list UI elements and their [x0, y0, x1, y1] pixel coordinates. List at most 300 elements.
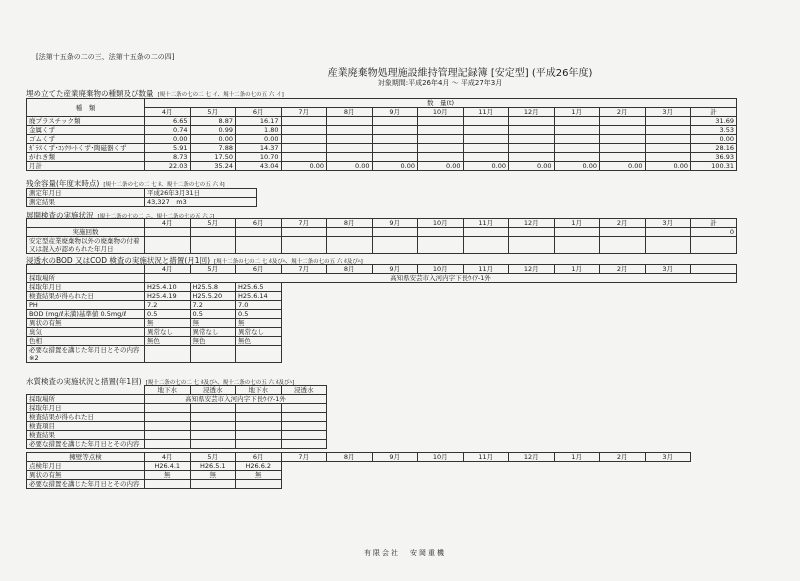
table-cell: [418, 283, 464, 292]
table-cell: [281, 462, 327, 471]
table-cell: [190, 237, 236, 254]
table-cell: [554, 153, 600, 162]
quantity-header: 数 量(t): [145, 99, 737, 108]
table-cell: [190, 346, 236, 363]
table-cell: [236, 346, 282, 363]
table-cell: [554, 117, 600, 126]
water-quality-table: [26, 385, 327, 449]
table-cell: [463, 228, 509, 237]
table-cell: [236, 228, 282, 237]
water-type-header: 浸透水: [281, 386, 327, 395]
month-header: 2月: [600, 265, 646, 274]
row-total: 0.00: [691, 135, 737, 144]
table-cell: 7.2: [145, 301, 191, 310]
table-row: [27, 153, 737, 162]
table-cell: [372, 135, 418, 144]
bod-inspection-table: [26, 264, 737, 363]
table-cell: [554, 283, 600, 292]
month-header: 11月: [463, 453, 509, 462]
table-cell: [600, 346, 646, 363]
row-label: 金属くず: [27, 126, 145, 135]
month-header: 2月: [600, 108, 646, 117]
table-cell: [145, 237, 191, 254]
row-label: 必要な措置を講じた年月日とその内容: [27, 480, 145, 489]
table-cell: [463, 292, 509, 301]
table-cell: [281, 413, 327, 422]
table-cell: 14.37: [236, 144, 282, 153]
table-cell: [418, 337, 464, 346]
row-label: 採取場所: [27, 395, 145, 404]
table-cell: [600, 301, 646, 310]
table-cell: H25.6.14: [236, 292, 282, 301]
table-cell: [463, 117, 509, 126]
table-row: [27, 144, 737, 153]
blank-cell: [691, 328, 737, 337]
table-cell: [554, 471, 600, 480]
blank-cell: [691, 480, 737, 489]
month-row: [27, 453, 737, 462]
table-cell: [145, 404, 191, 413]
table-cell: 異常なし: [190, 328, 236, 337]
table-cell: [509, 471, 555, 480]
row-label: ｶﾞﾗｽくず･ｺﾝｸﾘｰﾄくず･陶磁器くず: [27, 144, 145, 153]
table-cell: [327, 471, 373, 480]
table-cell: [645, 310, 691, 319]
table-cell: [236, 404, 282, 413]
table-cell: [327, 319, 373, 328]
row-label: 採取年月日: [27, 283, 145, 292]
month-header: 6月: [236, 265, 282, 274]
month-header: 1月: [554, 265, 600, 274]
month-header: 10月: [418, 219, 464, 228]
row-label: 検査項目: [27, 422, 145, 431]
table-cell: [327, 144, 373, 153]
table-row: [27, 328, 737, 337]
table-cell: [463, 144, 509, 153]
row-label: 異状の有無: [27, 319, 145, 328]
month-row: [27, 219, 737, 228]
table-cell: [600, 135, 646, 144]
note-mark: ※2: [29, 354, 39, 362]
table-cell: [236, 440, 282, 449]
table-cell: [645, 480, 691, 489]
table-cell: [372, 471, 418, 480]
table-cell: [645, 135, 691, 144]
remaining-capacity-table: [26, 188, 257, 207]
table-cell: H25.4.10: [145, 283, 191, 292]
month-row: [27, 265, 737, 274]
table-cell: [645, 301, 691, 310]
table-row: [27, 471, 737, 480]
month-header: 5月: [190, 108, 236, 117]
table-cell: [418, 328, 464, 337]
table-cell: [281, 237, 327, 254]
table-cell: 0.00: [600, 162, 646, 171]
row-label: がれき類: [27, 153, 145, 162]
blank-cell: [27, 386, 145, 395]
table-cell: [463, 310, 509, 319]
row-total: 31.69: [691, 117, 737, 126]
table-cell: [554, 310, 600, 319]
table-cell: [463, 462, 509, 471]
table-row: [27, 440, 327, 449]
row-total: 0: [691, 228, 737, 237]
table-cell: 無: [190, 319, 236, 328]
table-cell: 17.50: [190, 153, 236, 162]
table-row: [27, 480, 737, 489]
month-header: 4月: [145, 108, 191, 117]
month-header: 9月: [372, 453, 418, 462]
table-cell: [600, 462, 646, 471]
table-cell: 0.00: [509, 162, 555, 171]
month-header: 6月: [236, 219, 282, 228]
month-header: 12月: [509, 108, 555, 117]
table-cell: [645, 144, 691, 153]
table-cell: [372, 337, 418, 346]
table-cell: [463, 319, 509, 328]
table-cell: [600, 283, 646, 292]
table-cell: [281, 431, 327, 440]
row-label: BOD (mg/ℓ未満)基準値 0.5mg/ℓ: [27, 310, 145, 319]
water-type-header: 浸透水: [190, 386, 236, 395]
table-cell: [463, 135, 509, 144]
table-cell: [600, 480, 646, 489]
month-header: 9月: [372, 265, 418, 274]
table-cell: [645, 228, 691, 237]
table-cell: [463, 153, 509, 162]
month-header: 12月: [509, 219, 555, 228]
location-value: 高知県安芸市入河内字下長ｳｲｱ-1外: [145, 395, 327, 404]
table-cell: 0.00: [372, 162, 418, 171]
table-cell: [554, 319, 600, 328]
table-cell: [645, 117, 691, 126]
blank-cell: [691, 292, 737, 301]
table-cell: 無: [236, 471, 282, 480]
month-header: 11月: [463, 108, 509, 117]
table-cell: 8.73: [145, 153, 191, 162]
row-label: [27, 346, 145, 363]
table-cell: [509, 301, 555, 310]
table-cell: [372, 328, 418, 337]
month-header: 7月: [281, 265, 327, 274]
water-type-header: 地下水: [145, 386, 191, 395]
header-row: [27, 99, 737, 108]
table-cell: [418, 319, 464, 328]
table-cell: 7.88: [190, 144, 236, 153]
total-header: 計: [691, 219, 737, 228]
table-cell: 0.00: [145, 135, 191, 144]
table-cell: [600, 328, 646, 337]
table-cell: 7.0: [236, 301, 282, 310]
table-cell: [372, 283, 418, 292]
table-cell: [281, 153, 327, 162]
row-label: 必要な措置を講じた年月日とその内容: [27, 440, 145, 449]
blank-cell: [691, 301, 737, 310]
table-cell: [645, 471, 691, 480]
row-total: 100.31: [691, 162, 737, 171]
month-header: 4月: [145, 219, 191, 228]
sec1-heading: 埋め立てた産業廃棄物の種類及び数量 [規十二条の七の二 七 イ、規十二条の七の五 六 イ]: [26, 89, 284, 98]
sec2-heading: 残余容量(年度末時点) [規十二条の七の二 七 ﾎ、規十二条の七の五 六 ﾎ]: [26, 179, 225, 188]
blank-cell: [691, 319, 737, 328]
table-cell: 異常なし: [145, 328, 191, 337]
table-cell: 異常なし: [236, 328, 282, 337]
table-cell: [645, 462, 691, 471]
row-label: 採取場所: [27, 274, 145, 283]
table-cell: [418, 462, 464, 471]
table-cell: [509, 126, 555, 135]
table-cell: 7.2: [190, 301, 236, 310]
blank-cell: [691, 346, 737, 363]
table-cell: [645, 283, 691, 292]
month-header: 3月: [645, 108, 691, 117]
table-cell: [281, 301, 327, 310]
table-cell: [418, 153, 464, 162]
table-cell: [554, 480, 600, 489]
table-cell: [554, 237, 600, 254]
table-cell: 43.04: [236, 162, 282, 171]
table-cell: [281, 117, 327, 126]
table-row: [27, 189, 257, 198]
document-title: [0, 64, 800, 79]
month-header: 4月: [145, 265, 191, 274]
table-cell: [372, 228, 418, 237]
month-header: 1月: [554, 108, 600, 117]
table-cell: [281, 135, 327, 144]
table-cell: [645, 237, 691, 254]
table-cell: [327, 328, 373, 337]
table-cell: 0.00: [281, 162, 327, 171]
blank-cell: [27, 265, 145, 274]
table-cell: [372, 237, 418, 254]
table-cell: 43,327 m3: [145, 198, 257, 207]
month-header: 1月: [554, 453, 600, 462]
table-cell: [281, 328, 327, 337]
table-cell: [190, 480, 236, 489]
table-cell: [418, 310, 464, 319]
table-cell: [372, 310, 418, 319]
table-cell: [327, 310, 373, 319]
table-cell: [372, 153, 418, 162]
blank-cell: [691, 265, 737, 274]
table-cell: [372, 292, 418, 301]
table-cell: H25.6.5: [236, 283, 282, 292]
table-row: [27, 413, 327, 422]
row-label: 測定結果: [27, 198, 145, 207]
month-header: 12月: [509, 453, 555, 462]
table-row: [27, 283, 737, 292]
table-cell: [281, 404, 327, 413]
blank-cell: [691, 453, 737, 462]
table-cell: [418, 135, 464, 144]
table-cell: H25.5.8: [190, 283, 236, 292]
table-cell: [281, 337, 327, 346]
month-header: 5月: [190, 265, 236, 274]
table-cell: [463, 471, 509, 480]
table-cell: [327, 126, 373, 135]
month-header: 9月: [372, 219, 418, 228]
month-header: 2月: [600, 219, 646, 228]
table-cell: [327, 337, 373, 346]
water-type-header: 地下水: [236, 386, 282, 395]
table-cell: [281, 422, 327, 431]
table-cell: [554, 328, 600, 337]
company-footer: 有限会社 安岡重機: [364, 549, 446, 557]
inspection-header: 擁壁等点検: [27, 453, 145, 462]
table-cell: [281, 480, 327, 489]
table-cell: [509, 283, 555, 292]
table-cell: 0.00: [645, 162, 691, 171]
table-cell: [372, 346, 418, 363]
table-cell: [372, 480, 418, 489]
table-cell: [281, 319, 327, 328]
row-label: 廃プラスチック類: [27, 117, 145, 126]
table-cell: H25.5.20: [190, 292, 236, 301]
table-cell: [327, 346, 373, 363]
row-label: 安定型産業廃棄物以外の廃棄物の付着又は混入が認められた年月日: [27, 237, 145, 254]
table-cell: [645, 126, 691, 135]
table-cell: [418, 117, 464, 126]
table-cell: [509, 346, 555, 363]
table-cell: 6.65: [145, 117, 191, 126]
table-cell: 0.00: [463, 162, 509, 171]
table-cell: 1.80: [236, 126, 282, 135]
month-header: 10月: [418, 453, 464, 462]
table-cell: [600, 153, 646, 162]
month-header: 11月: [463, 265, 509, 274]
row-label: 色相: [27, 337, 145, 346]
table-cell: [600, 126, 646, 135]
table-cell: 5.91: [145, 144, 191, 153]
table-cell: 無: [190, 471, 236, 480]
blank-cell: [691, 471, 737, 480]
row-label: 検査結果が得られた日: [27, 292, 145, 301]
table-cell: [236, 413, 282, 422]
table-cell: [327, 480, 373, 489]
month-header: 8月: [327, 265, 373, 274]
table-cell: 0.00: [236, 135, 282, 144]
table-cell: [190, 440, 236, 449]
table-cell: 無色: [190, 337, 236, 346]
table-cell: 16.17: [236, 117, 282, 126]
table-row: [27, 431, 327, 440]
table-cell: [600, 292, 646, 301]
table-cell: [600, 237, 646, 254]
table-row: [27, 337, 737, 346]
table-cell: [600, 144, 646, 153]
month-header: 5月: [190, 453, 236, 462]
table-cell: [600, 117, 646, 126]
table-cell: 0.5: [236, 310, 282, 319]
blank-cell: [691, 283, 737, 292]
table-cell: [509, 153, 555, 162]
table-row: [27, 162, 737, 171]
row-label: 採取年月日: [27, 404, 145, 413]
table-row: [27, 117, 737, 126]
table-row: [27, 301, 737, 310]
table-cell: [327, 237, 373, 254]
table-cell: [327, 228, 373, 237]
table-cell: 8.87: [190, 117, 236, 126]
table-cell: [463, 480, 509, 489]
table-row: [27, 404, 327, 413]
table-cell: 0.99: [190, 126, 236, 135]
table-cell: [145, 440, 191, 449]
table-cell: [600, 228, 646, 237]
table-cell: 無: [145, 319, 191, 328]
table-cell: 0.5: [190, 310, 236, 319]
table-row: [27, 310, 737, 319]
table-cell: [145, 346, 191, 363]
table-cell: [463, 237, 509, 254]
row-label-text: 必要な措置を講じた年月日とその内容: [29, 346, 140, 354]
table-cell: 無: [236, 319, 282, 328]
table-cell: 10.70: [236, 153, 282, 162]
total-header: 計: [691, 108, 737, 117]
month-header: 10月: [418, 108, 464, 117]
table-cell: [554, 135, 600, 144]
table-cell: [190, 228, 236, 237]
month-header: 8月: [327, 108, 373, 117]
table-cell: [600, 471, 646, 480]
table-cell: [372, 126, 418, 135]
table-cell: [509, 237, 555, 254]
table-cell: [418, 346, 464, 363]
table-cell: [418, 471, 464, 480]
table-row: [27, 237, 737, 254]
table-row: [27, 228, 737, 237]
table-cell: 無色: [236, 337, 282, 346]
table-cell: [281, 292, 327, 301]
table-row: [27, 126, 737, 135]
table-cell: [554, 126, 600, 135]
law-reference: [法第十五条の二の三、法第十五条の二の四]: [36, 53, 175, 61]
table-cell: [463, 301, 509, 310]
table-cell: [281, 346, 327, 363]
table-cell: [145, 480, 191, 489]
row-total: 3.53: [691, 126, 737, 135]
table-cell: [418, 301, 464, 310]
table-cell: [327, 462, 373, 471]
table-cell: [463, 283, 509, 292]
table-cell: 無: [145, 471, 191, 480]
table-cell: 35.24: [190, 162, 236, 171]
type-header: 種 類: [27, 99, 145, 117]
table-cell: [372, 144, 418, 153]
month-header: 7月: [281, 453, 327, 462]
table-cell: [372, 117, 418, 126]
table-cell: 平成26年3月31日: [145, 189, 257, 198]
month-header: 1月: [554, 219, 600, 228]
table-cell: [281, 310, 327, 319]
row-label: 検査結果: [27, 431, 145, 440]
table-cell: [418, 292, 464, 301]
row-total: [691, 237, 737, 254]
table-cell: [327, 292, 373, 301]
table-cell: 0.00: [190, 135, 236, 144]
month-header: 9月: [372, 108, 418, 117]
table-cell: [145, 228, 191, 237]
table-cell: [509, 480, 555, 489]
table-cell: [509, 135, 555, 144]
table-cell: [145, 431, 191, 440]
table-cell: [418, 144, 464, 153]
month-header: 8月: [327, 219, 373, 228]
table-cell: [554, 292, 600, 301]
month-header: 8月: [327, 453, 373, 462]
table-cell: [554, 228, 600, 237]
expansion-inspection-table: [26, 218, 737, 254]
